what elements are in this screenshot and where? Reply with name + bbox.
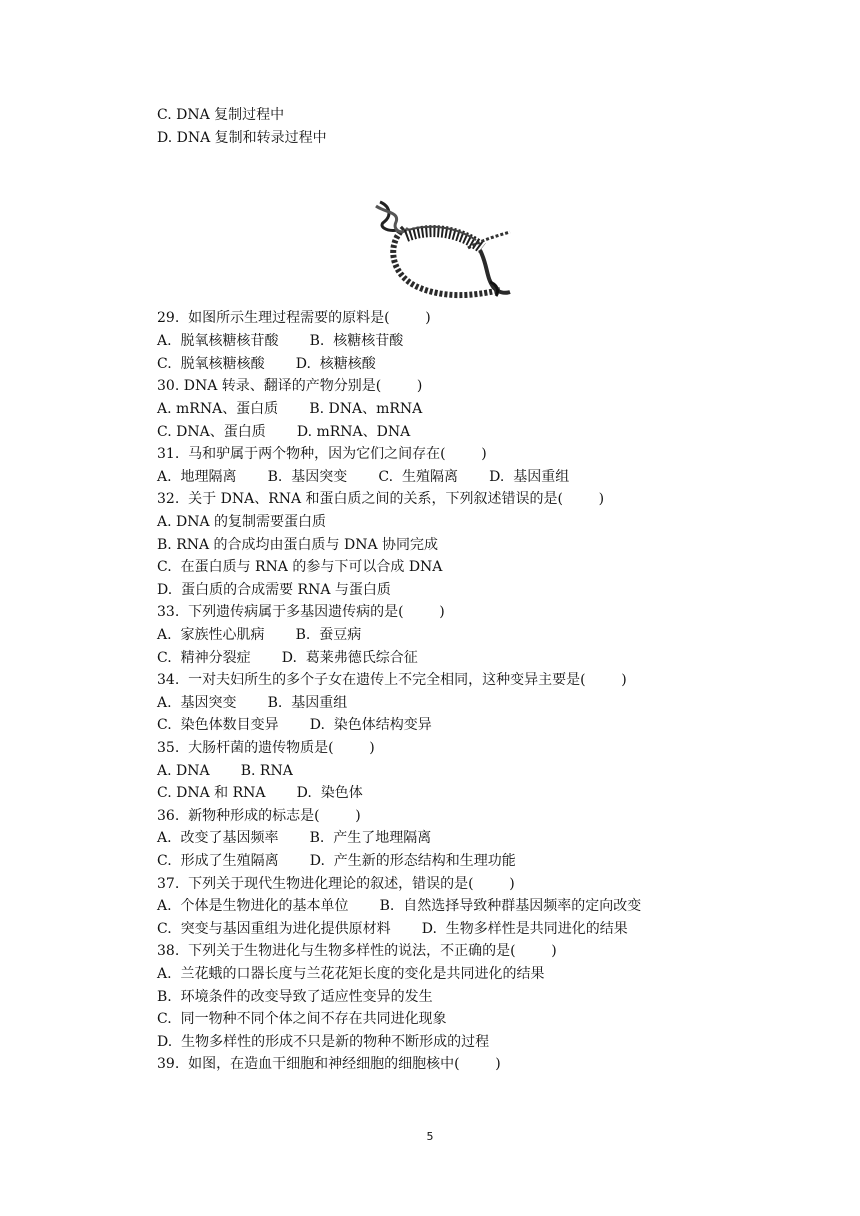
question-37: 37. 下列关于现代生物进化理论的叙述，错误的是( ) — [157, 876, 515, 892]
option-line: C. DNA、蛋白质 D. mRNA、DNA — [157, 424, 411, 440]
option-line: A. 改变了基因频率 B. 产生了地理隔离 — [157, 830, 432, 846]
option-line: C. 染色体数目变异 D. 染色体结构变异 — [157, 717, 432, 733]
option-line: C. 脱氧核糖核酸 D. 核糖核酸 — [157, 356, 376, 372]
option-line: A. DNA B. RNA — [157, 763, 293, 779]
question-39: 39. 如图，在造血干细胞和神经细胞的细胞核中( ) — [157, 1056, 501, 1072]
option-line: B. RNA 的合成均由蛋白质与 DNA 协同完成 — [157, 537, 439, 553]
question-35: 35. 大肠杆菌的遗传物质是( ) — [157, 740, 375, 756]
option-line: A. DNA 的复制需要蛋白质 — [157, 514, 327, 530]
question-34: 34. 一对夫妇所生的多个子女在遗传上不完全相同，这种变异主要是( ) — [157, 672, 627, 688]
option-line: A. 家族性心肌病 B. 蚕豆病 — [157, 627, 362, 643]
option-line: A. 兰花蛾的口器长度与兰花花矩长度的变化是共同进化的结果 — [157, 966, 545, 982]
question-30: 30. DNA 转录、翻译的产物分别是( ) — [157, 378, 423, 394]
option-line: A. 个体是生物进化的基本单位 B. 自然选择导致种群基因频率的定向改变 — [157, 898, 642, 914]
option-line: C. 在蛋白质与 RNA 的参与下可以合成 DNA — [157, 559, 443, 575]
option-line: C. DNA 和 RNA D. 染色体 — [157, 785, 363, 801]
text-line: D. DNA 复制和转录过程中 — [157, 130, 327, 146]
option-line: C. 同一物种不同个体之间不存在共同进化现象 — [157, 1011, 447, 1027]
text-line: C. DNA 复制过程中 — [157, 107, 285, 123]
question-29: 29. 如图所示生理过程需要的原料是( ) — [157, 310, 431, 326]
option-line: B. 环境条件的改变导致了适应性变异的发生 — [157, 989, 433, 1005]
option-line: D. 蛋白质的合成需要 RNA 与蛋白质 — [157, 582, 391, 598]
option-line: D. 生物多样性的形成不只是新的物种不断形成的过程 — [157, 1034, 490, 1050]
page-number: 5 — [426, 1130, 434, 1143]
question-31: 31. 马和驴属于两个物种，因为它们之间存在( ) — [157, 446, 487, 462]
option-line: C. 形成了生殖隔离 D. 产生新的形态结构和生理功能 — [157, 853, 516, 869]
option-line: A. 地理隔离 B. 基因突变 C. 生殖隔离 D. 基因重组 — [157, 469, 570, 485]
option-line: A. mRNA、蛋白质 B. DNA、mRNA — [157, 401, 423, 417]
question-36: 36. 新物种形成的标志是( ) — [157, 808, 361, 824]
question-38: 38. 下列关于生物进化与生物多样性的说法，不正确的是( ) — [157, 943, 557, 959]
question-33: 33. 下列遗传病属于多基因遗传病的是( ) — [157, 604, 445, 620]
dna-replication-diagram-icon — [372, 196, 514, 304]
option-line: C. 突变与基因重组为进化提供原材料 D. 生物多样性是共同进化的结果 — [157, 921, 628, 937]
option-line: A. 脱氧核糖核苷酸 B. 核糖核苷酸 — [157, 333, 404, 349]
option-line: A. 基因突变 B. 基因重组 — [157, 695, 348, 711]
question-32: 32. 关于 DNA、RNA 和蛋白质之间的关系，下列叙述错误的是( ) — [157, 491, 605, 507]
option-line: C. 精神分裂症 D. 葛莱弗德氏综合征 — [157, 650, 418, 666]
